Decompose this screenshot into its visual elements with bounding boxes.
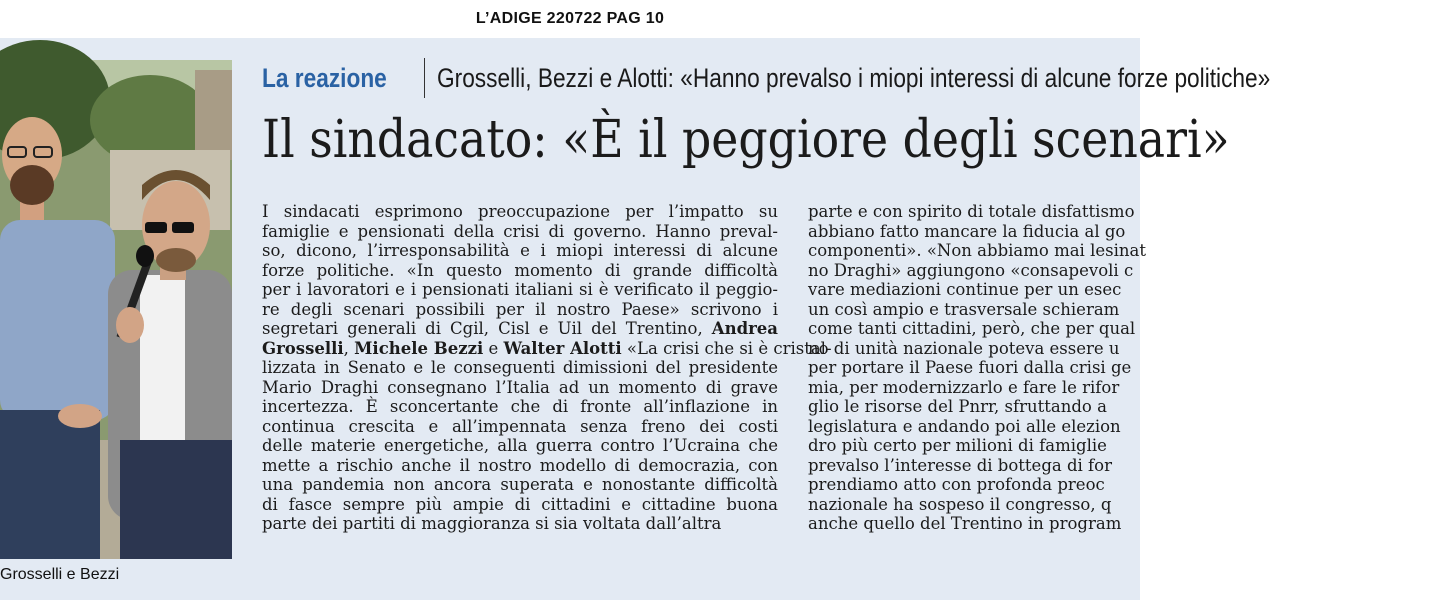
text-line: so, dicono, l’irresponsabilità e i miopi interessi di alcune bbox=[262, 241, 778, 260]
text-line: come tanti cittadini, però, che per qual bbox=[808, 319, 1136, 338]
text-line bbox=[262, 338, 832, 359]
text-segment: «La crisi che si è cristal- bbox=[621, 338, 832, 358]
text-line: anche quello del Trentino in program bbox=[808, 514, 1122, 533]
text-line: lizzata in Senato e le conseguenti dimissioni del presidente bbox=[262, 358, 778, 377]
text-line: per i lavoratori e i pensionati italiani si è verificato il peggio- bbox=[262, 280, 778, 299]
article-kicker-row bbox=[262, 58, 1271, 102]
text-segment: e bbox=[483, 338, 504, 358]
article-photo bbox=[0, 60, 232, 559]
page-header: L’ADIGE 220722 PAG 10 bbox=[0, 0, 1140, 38]
text-line: prendiamo atto con profonda preoc bbox=[808, 475, 1105, 494]
text-line: prevalso l’interesse di bottega di for bbox=[808, 455, 1112, 475]
person-name: Grosselli bbox=[262, 338, 344, 358]
text-line: incertezza. È sconcertante che di fronte all’inflazione in bbox=[262, 397, 778, 416]
text-line: un così ampio e trasversale schieram bbox=[808, 299, 1120, 319]
text-line: una pandemia non ancora superata e nonostante difficoltà bbox=[262, 475, 778, 494]
text-line: per portare il Paese fuori dalla crisi ge bbox=[808, 358, 1132, 377]
article-column-1 bbox=[262, 202, 832, 534]
text-line: parte dei partiti di maggioranza si sia voltata dall’altra bbox=[262, 514, 722, 533]
photo-caption: Grosselli e Bezzi bbox=[0, 566, 120, 583]
text-line: glio le risorse del Pnrr, sfruttando a bbox=[808, 397, 1107, 416]
text-line: abbiano fatto mancare la fiducia al go bbox=[808, 221, 1126, 241]
text-line: di fasce sempre più ampie di cittadini e cittadine buona bbox=[262, 494, 778, 514]
person-name: Andrea bbox=[711, 319, 778, 338]
person-name: Michele Bezzi bbox=[354, 338, 484, 358]
text-line: re degli scenari possibili per il nostro Paese» scrivono i bbox=[262, 299, 778, 319]
text-line: no di unità nazionale poteva essere u bbox=[808, 338, 1120, 358]
text-line: mia, per modernizzarlo e fare le rifor bbox=[808, 377, 1120, 397]
text-line: dro più certo per milioni di famiglie bbox=[808, 436, 1107, 455]
text-line: forze politiche. «In questo momento di grande difficoltà bbox=[262, 260, 778, 280]
text-line: componenti». «Non abbiamo mai lesinat bbox=[808, 241, 1146, 260]
text-line bbox=[262, 319, 778, 339]
text-line: I sindacati esprimono preoccupazione per l’impatto su bbox=[262, 202, 778, 221]
text-line: delle materie energetiche, alla guerra contro l’Ucraina che bbox=[262, 436, 778, 455]
text-line: nazionale ha sospeso il congresso, q bbox=[808, 494, 1112, 514]
article-headline: Il sindacato: «È il peggiore degli scenari» bbox=[262, 110, 1230, 170]
text-line: Mario Draghi consegnano l’Italia ad un momento di grave bbox=[262, 377, 778, 397]
text-line: parte e con spirito di totale disfattismo bbox=[808, 202, 1135, 221]
article-subhead: Grosselli, Bezzi e Alotti: «Hanno prevalso i miopi interessi di alcune forze politiche» bbox=[437, 62, 1271, 93]
text-segment: , bbox=[343, 338, 355, 358]
text-line: famiglie e pensionati della crisi di governo. Hanno preval- bbox=[262, 221, 778, 241]
text-line: continua crescita e all’impennata senza freno dei costi bbox=[262, 416, 778, 436]
person-name: Walter Alotti bbox=[503, 338, 622, 358]
text-line: legislatura e andando poi alle elezion bbox=[808, 416, 1121, 436]
article-column-2 bbox=[808, 202, 1168, 534]
text-line: vare mediazioni continue per un esec bbox=[808, 280, 1122, 299]
article-kicker: La reazione bbox=[262, 62, 387, 93]
newspaper-clipping bbox=[0, 38, 1271, 600]
kicker-divider bbox=[424, 58, 425, 98]
text-line: mette a rischio anche il nostro modello di democrazia, con bbox=[262, 455, 778, 475]
text-segment: segretari generali di Cgil, Cisl e Uil del Trentino, bbox=[262, 319, 703, 338]
text-line: no Draghi» aggiungono «consapevoli c bbox=[808, 260, 1134, 280]
